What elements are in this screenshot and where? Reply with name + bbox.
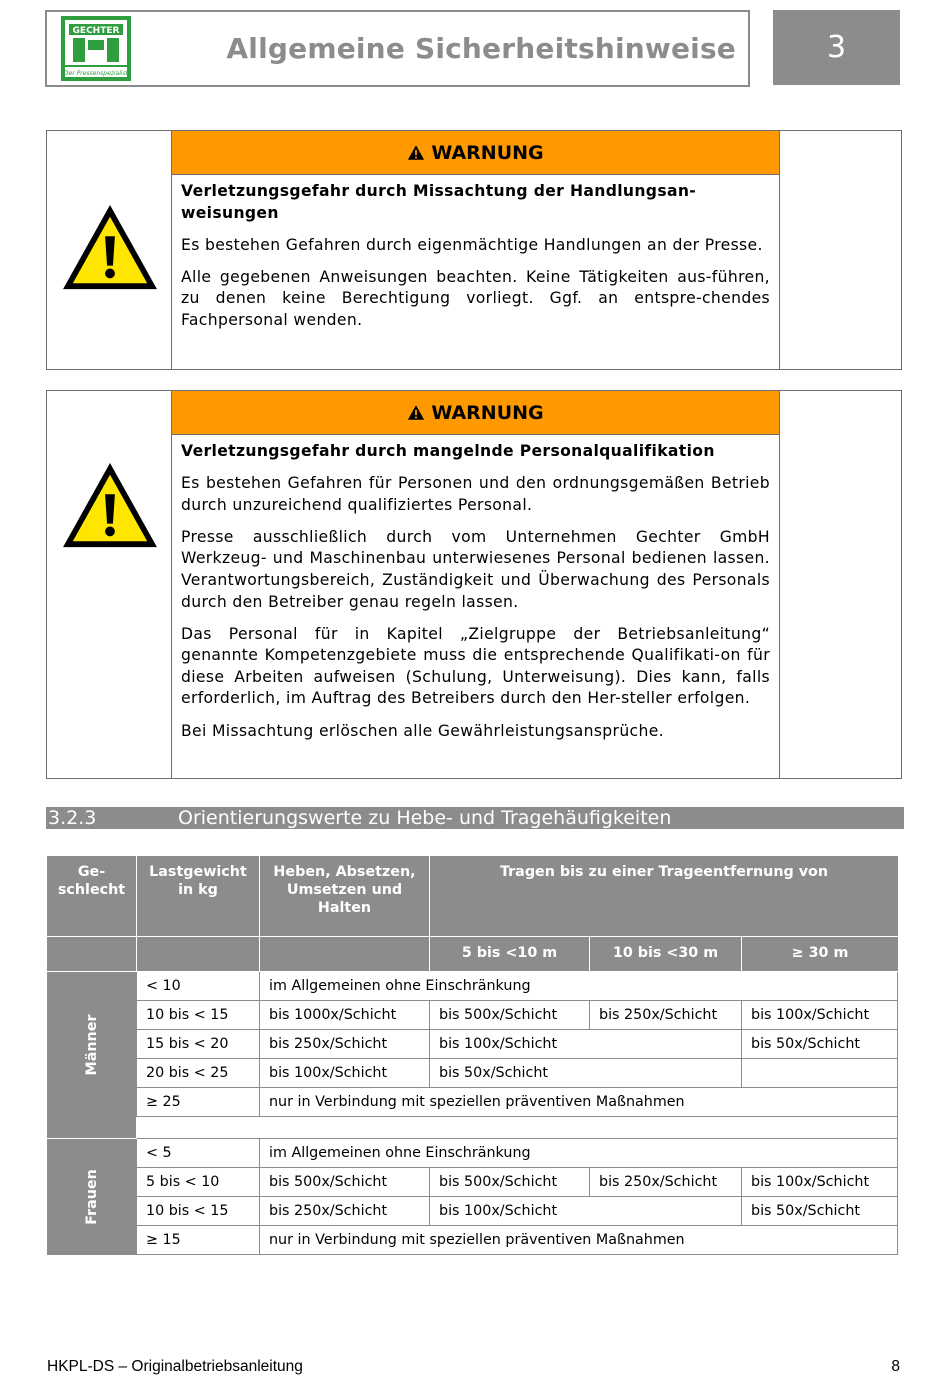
table-cell-weight: 10 bis < 15	[137, 1197, 260, 1226]
warning-icon-column	[47, 391, 172, 778]
table-cell-heben: bis 1000x/Schicht	[260, 1001, 430, 1030]
logo-tagline: Der Pressenspezialist	[63, 70, 129, 77]
warning-title: Verletzungsgefahr durch Missachtung der Handlungsan- weisungen	[181, 182, 697, 222]
warning-right-column	[779, 391, 901, 778]
header-blank	[260, 937, 430, 972]
warning-paragraph: Alle gegebenen Anweisungen beachten. Keine Tätigkeiten aus-führen, zu denen keine Berechtigung vorliegt. Ggf. an entspre-chendes Fachpersonal wenden.	[181, 267, 770, 329]
header-blank	[47, 937, 137, 972]
hazard-warning-icon	[61, 461, 159, 551]
table-cell-d3	[742, 1059, 898, 1088]
warning-right-column	[779, 131, 901, 369]
header-blank	[137, 937, 260, 972]
table-cell-weight: ≥ 25	[137, 1088, 260, 1117]
table-cell-d1: bis 500x/Schicht	[430, 1168, 590, 1197]
table-cell-weight: 15 bis < 20	[137, 1030, 260, 1059]
group-label-maenner: Männer	[47, 972, 137, 1117]
spacer-cell	[47, 1117, 137, 1139]
warning-paragraph: Bei Missachtung erlöschen alle Gewährleistungsansprüche.	[181, 721, 664, 740]
table-cell-d3: bis 50x/Schicht	[742, 1030, 898, 1059]
warning-body	[172, 435, 779, 742]
header-lastgewicht: Lastgewicht in kg	[137, 856, 260, 937]
table-cell-weight: < 10	[137, 972, 260, 1001]
footer-document-name: HKPL-DS – Originalbetriebsanleitung	[47, 1358, 303, 1375]
section-number: 3.2.3	[48, 807, 97, 829]
group-label-frauen: Frauen	[47, 1139, 137, 1255]
table-cell-d1: bis 100x/Schicht	[430, 1197, 742, 1226]
header-distance-1: 5 bis <10 m	[430, 937, 590, 972]
table-cell-heben: bis 250x/Schicht	[260, 1197, 430, 1226]
header-tragen: Tragen bis zu einer Trageentfernung von	[430, 856, 898, 937]
table-cell-heben: bis 100x/Schicht	[260, 1059, 430, 1088]
table-cell-d3: bis 100x/Schicht	[742, 1001, 898, 1030]
warning-triangle-icon	[407, 144, 425, 161]
header-distance-2: 10 bis <30 m	[590, 937, 742, 972]
warning-signal-word: WARNUNG	[431, 141, 544, 164]
table-cell-d1: bis 100x/Schicht	[430, 1030, 742, 1059]
footer-page-number: 8	[891, 1358, 900, 1375]
table-cell-d2: bis 250x/Schicht	[590, 1001, 742, 1030]
chapter-number: 3	[773, 10, 900, 85]
table-cell-d3: bis 50x/Schicht	[742, 1197, 898, 1226]
hazard-warning-icon	[61, 203, 159, 293]
warning-triangle-icon	[407, 404, 425, 421]
table-cell-weight: 10 bis < 15	[137, 1001, 260, 1030]
warning-paragraph: Es bestehen Gefahren für Personen und den ordnungsgemäßen Betrieb durch unzureichend qualifiziertes Personal.	[181, 474, 770, 514]
header-heben: Heben, Absetzen, Umsetzen und Halten	[260, 856, 430, 937]
page-header	[45, 10, 750, 87]
warning-paragraph: Das Personal für in Kapitel „Zielgruppe der Betriebsanleitung“ genannte Kompetenzgebiete muss die entsprechende Qualifikati-on für diese Arbeiten aufweisen (Schulung, Unterweisung). Dies kann, falls erforderlich, im Auftrag des Betreibers durch den Her-steller erfolgen.	[181, 624, 770, 708]
warning-box	[46, 130, 902, 370]
warning-signal-word: WARNUNG	[431, 401, 544, 424]
table-cell-span: nur in Verbindung mit speziellen präventiven Maßnahmen	[260, 1226, 898, 1255]
table-cell-d1: bis 50x/Schicht	[430, 1059, 742, 1088]
table-cell-d1: bis 500x/Schicht	[430, 1001, 590, 1030]
section-heading	[46, 807, 904, 829]
section-title: Orientierungswerte zu Hebe- und Tragehäufigkeiten	[178, 807, 672, 829]
table-cell-d3: bis 100x/Schicht	[742, 1168, 898, 1197]
table-cell-weight: < 5	[137, 1139, 260, 1168]
table-cell-d2: bis 250x/Schicht	[590, 1168, 742, 1197]
logo-brand: GECHTER	[72, 26, 120, 36]
table-cell-weight: 5 bis < 10	[137, 1168, 260, 1197]
warning-body	[172, 175, 779, 332]
table-cell-weight: ≥ 15	[137, 1226, 260, 1255]
warning-title: Verletzungsgefahr durch mangelnde Personalqualifikation	[181, 442, 715, 460]
spacer-row	[137, 1117, 898, 1139]
table-cell-weight: 20 bis < 25	[137, 1059, 260, 1088]
warning-paragraph: Es bestehen Gefahren durch eigenmächtige Handlungen an der Presse.	[181, 235, 763, 254]
header-distance-3: ≥ 30 m	[742, 937, 898, 972]
warning-signal-header	[172, 391, 779, 435]
warning-icon-column	[47, 131, 172, 369]
header-geschlecht: Ge- schlecht	[47, 856, 137, 937]
warning-box	[46, 390, 902, 779]
table-cell-span: im Allgemeinen ohne Einschränkung	[260, 1139, 898, 1168]
warning-signal-header	[172, 131, 779, 175]
warning-paragraph: Presse ausschließlich durch vom Unternehmen Gechter GmbH Werkzeug- und Maschinenbau unterwiesenes Personal bedienen lassen. Verantwortungsbereich, Zuständigkeit und Überwachung des Personals durch den Betreiber genau regeln lassen.	[181, 527, 770, 611]
table-cell-heben: bis 500x/Schicht	[260, 1168, 430, 1197]
table-cell-heben: bis 250x/Schicht	[260, 1030, 430, 1059]
table-cell-span: nur in Verbindung mit speziellen präventiven Maßnahmen	[260, 1088, 898, 1117]
table-cell-span: im Allgemeinen ohne Einschränkung	[260, 972, 898, 1001]
page-title: Allgemeine Sicherheitshinweise	[226, 32, 736, 65]
